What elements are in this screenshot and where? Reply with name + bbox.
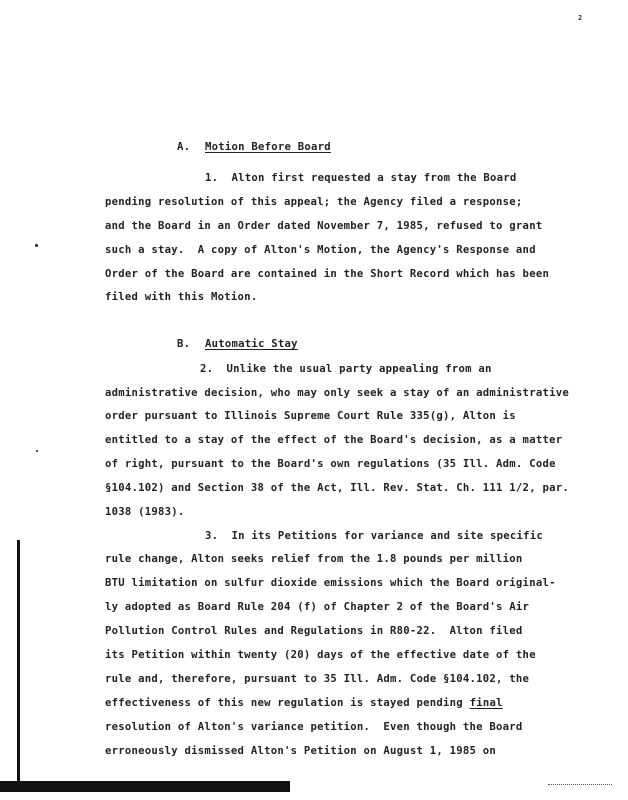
para-1-line-6: filed with this Motion. [105,291,258,303]
para-3-line-4: ly adopted as Board Rule 204 (f) of Chapter 2 of the Board's Air [105,601,530,613]
section-b-heading: Automatic Stay [205,338,298,350]
scan-speck [35,244,38,247]
para-3-line-9: resolution of Alton's variance petition. Even though the Board [105,721,523,733]
para-3-line-8-text: effectiveness of this new regulation is stayed pending [105,697,463,709]
page-number: 2 [578,14,584,22]
scan-smudge [548,778,612,785]
para-3-line-2: rule change, Alton seeks relief from the 1.8 pounds per million [105,553,523,565]
para-3-line-8 [105,697,503,709]
scan-margin-bar [17,540,20,792]
section-a-letter: A. [177,141,191,153]
para-2-line-4: entitled to a stay of the effect of the Board's decision, as a matter [105,434,563,446]
para-3-line-10: erroneously dismissed Alton's Petition on August 1, 1985 on [105,745,497,757]
section-b-letter: B. [177,338,191,350]
para-3-line-1: 3. In its Petitions for variance and site specific [205,530,544,542]
section-a-heading: Motion Before Board [205,141,331,153]
emphasis-final: final [469,697,503,709]
para-3-line-6: its Petition within twenty (20) days of the effective date of the [105,649,536,661]
para-3-line-3: BTU limitation on sulfur dioxide emissions which the Board original- [105,577,556,589]
para-2-line-3: order pursuant to Illinois Supreme Court Rule 335(g), Alton is [105,410,516,422]
para-2-line-7: 1038 (1983). [105,506,185,518]
para-2-line-5: of right, pursuant to the Board's own regulations (35 Ill. Adm. Code [105,458,556,470]
para-1-line-1: 1. Alton first requested a stay from the Board [205,172,517,184]
para-3-line-7: rule and, therefore, pursuant to 35 Ill. Adm. Code §104.102, the [105,673,530,685]
para-1-line-2: pending resolution of this appeal; the Agency filed a response; [105,196,523,208]
para-1-line-4: such a stay. A copy of Alton's Motion, the Agency's Response and [105,244,536,256]
scan-speck [36,450,38,452]
para-3-line-5: Pollution Control Rules and Regulations in R80-22. Alton filed [105,625,523,637]
para-1-line-3: and the Board in an Order dated November 7, 1985, refused to grant [105,220,543,232]
para-2-line-6: §104.102) and Section 38 of the Act, Ill. Rev. Stat. Ch. 111 1/2, par. [105,482,569,494]
para-2-line-2: administrative decision, who may only seek a stay of an administrative [105,387,569,399]
scan-bottom-bar [0,781,290,792]
para-1-line-5: Order of the Board are contained in the Short Record which has been [105,268,550,280]
para-2-line-1: 2. Unlike the usual party appealing from an [200,363,492,375]
